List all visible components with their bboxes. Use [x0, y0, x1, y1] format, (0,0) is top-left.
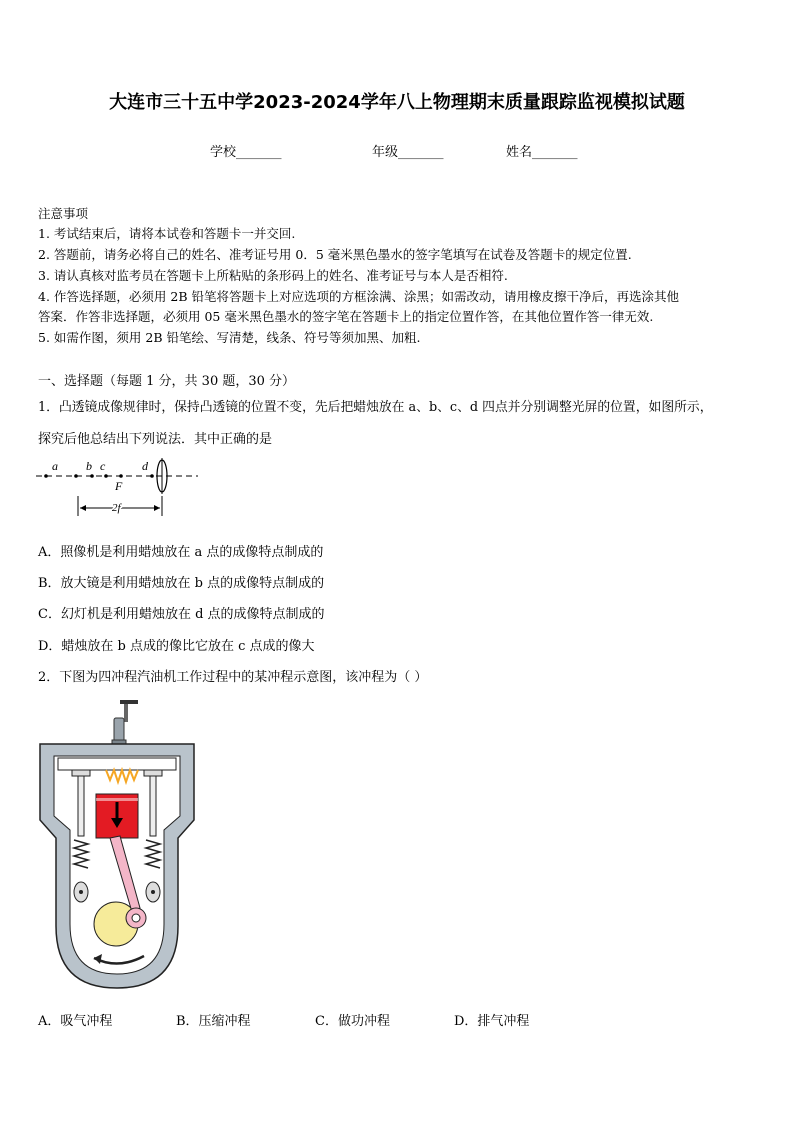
q2-option-b: B．压缩冲程 [176, 1014, 251, 1029]
grade-field [372, 141, 444, 160]
point-d-label: d [142, 459, 148, 473]
q1-option-a: A．照像机是利用蜡烛放在 a 点的成像特点制成的 [38, 545, 324, 560]
q2-option-c: C．做功冲程 [315, 1014, 390, 1029]
section-heading: 一、选择题（每题 1 分，共 30 题，30 分） [38, 374, 296, 389]
q1-option-c: C．幻灯机是利用蜡烛放在 d 点的成像特点制成的 [38, 607, 325, 622]
notice-item: 1. 考试结束后，请将本试卷和答题卡一并交回. [38, 226, 296, 241]
exam-title: 大连市三十五中学2023-2024学年八上物理期末质量跟踪监视模拟试题 [109, 92, 685, 113]
school-blank: _______ [236, 145, 282, 160]
notice-item: 答案．作答非选择题，必须用 05 毫米黑色墨水的签字笔在答题卡上的指定位置作答，在其他位置作答一律无效. [38, 309, 654, 324]
lens-diagram [34, 454, 204, 520]
q1-option-d: D．蜡烛放在 b 点成的像比它放在 c 点成的像大 [38, 639, 315, 654]
notice-item: 5. 如需作图，须用 2B 铅笔绘、写清楚，线条、符号等须加黑、加粗. [38, 330, 421, 345]
engine-diagram [36, 698, 198, 994]
q2-stem: 2．下图为四冲程汽油机工作过程中的某冲程示意图，该冲程为（ ） [38, 670, 428, 685]
point-c-label: c [100, 459, 106, 473]
q1-stem-line2: 探究后他总结出下列说法．其中正确的是 [38, 432, 273, 447]
grade-label: 年级 [372, 145, 399, 160]
q2-option-a: A．吸气冲程 [38, 1014, 113, 1029]
name-field [506, 141, 578, 160]
notice-heading: 注意事项 [38, 206, 89, 221]
name-blank: _______ [532, 145, 578, 160]
q2-option-d: D．排气冲程 [454, 1014, 530, 1029]
school-field [210, 141, 282, 160]
focal-point-label: F [115, 479, 123, 493]
two-f-label: 2f [112, 502, 121, 514]
name-label: 姓名 [506, 145, 533, 160]
notice-item: 2. 答题前，请务必将自己的姓名、准考证号用 0．5 毫米黑色墨水的签字笔填写在试卷及答题卡的规定位置. [38, 247, 632, 262]
grade-blank: _______ [398, 145, 444, 160]
school-label: 学校 [210, 145, 237, 160]
notice-item: 3. 请认真核对监考员在答题卡上所粘贴的条形码上的姓名、准考证号与本人是否相符. [38, 268, 508, 283]
point-a-label: a [52, 459, 58, 473]
point-b-label: b [86, 459, 92, 473]
notice-item: 4. 作答选择题，必须用 2B 铅笔将答题卡上对应选项的方框涂满、涂黑；如需改动，请用橡皮擦干净后，再选涂其他 [38, 289, 679, 304]
q1-option-b: B．放大镜是利用蜡烛放在 b 点的成像特点制成的 [38, 576, 325, 591]
q1-stem-line1: 1．凸透镜成像规律时，保持凸透镜的位置不变，先后把蜡烛放在 a、b、c、d 四点并分别调整光屏的位置，如图所示， [38, 400, 713, 415]
